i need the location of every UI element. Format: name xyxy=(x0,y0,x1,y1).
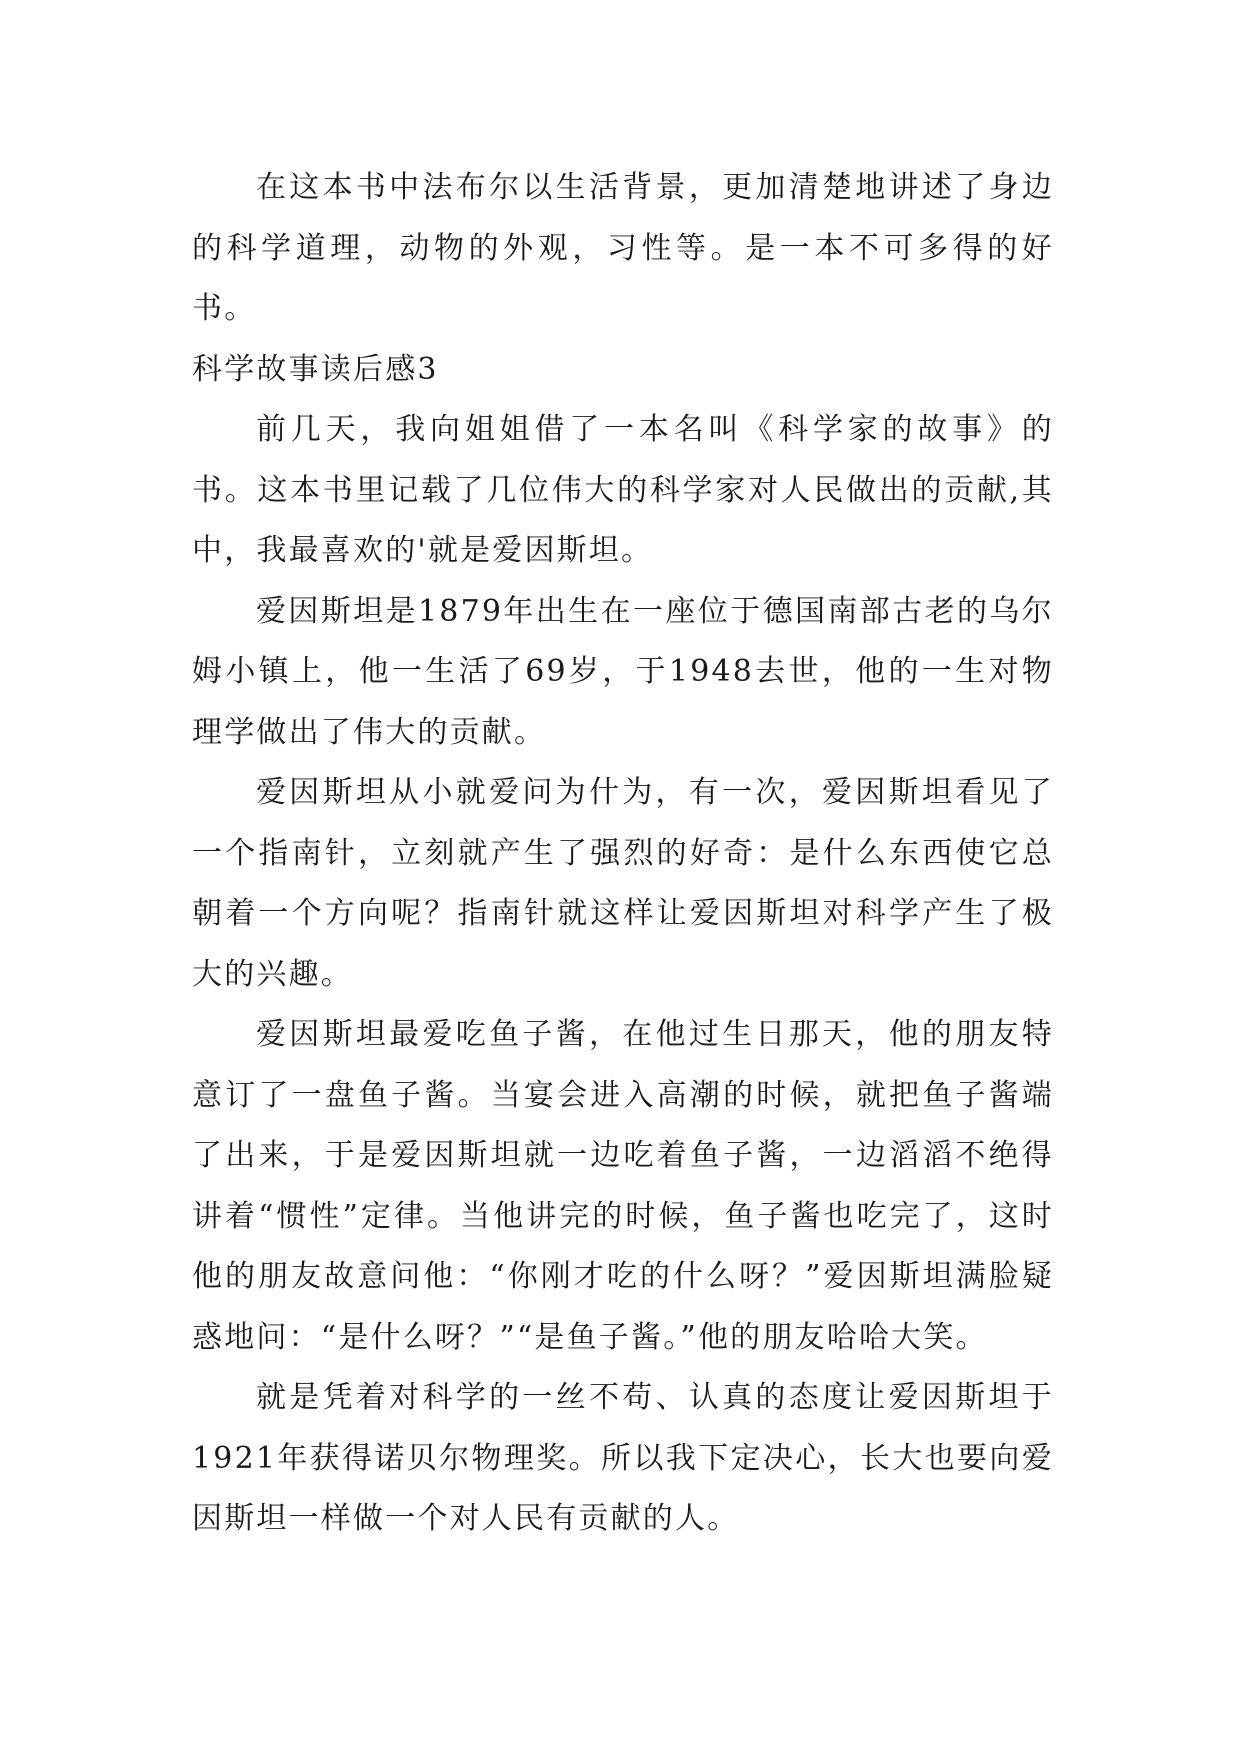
document-body xyxy=(192,158,1054,1550)
paragraph: 前几天，我向姐姐借了一本名叫《科学家的故事》的书。这本书里记载了几位伟大的科学家对人民做出的贡献,其中，我最喜欢的'就是爱因斯坦。 xyxy=(192,412,1054,568)
paragraph: 就是凭着对科学的一丝不苟、认真的态度让爱因斯坦于1921年获得诺贝尔物理奖。所以我下定决心，长大也要向爱因斯坦一样做一个对人民有贡献的人。 xyxy=(192,1380,1054,1536)
paragraph: 爱因斯坦最爱吃鱼子酱，在他过生日那天，他的朋友特意订了一盘鱼子酱。当宴会进入高潮的时候，就把鱼子酱端了出来，于是爱因斯坦就一边吃着鱼子酱，一边滔滔不绝得讲着“惯性”定律。当他讲完的时候，鱼子酱也吃完了，这时他的朋友故意问他：“你刚才吃的什么呀？”爱因斯坦满脸疑惑地问：“是什么呀？”“是鱼子酱。”他的朋友哈哈大笑。 xyxy=(192,1017,1054,1355)
paragraph: 爱因斯坦是1879年出生在一座位于德国南部古老的乌尔姆小镇上，他一生活了69岁，于1948去世，他的一生对物理学做出了伟大的贡献。 xyxy=(192,593,1054,750)
paragraph: 在这本书中法布尔以生活背景，更加清楚地讲述了身边的科学道理，动物的外观，习性等。是一本不可多得的好书。 xyxy=(192,170,1054,326)
paragraph: 爱因斯坦从小就爱问为什为，有一次，爱因斯坦看见了一个指南针，立刻就产生了强烈的好奇：是什么东西使它总朝着一个方向呢？指南针就这样让爱因斯坦对科学产生了极大的兴趣。 xyxy=(192,775,1054,992)
section-heading: 科学故事读后感3 xyxy=(192,351,439,387)
